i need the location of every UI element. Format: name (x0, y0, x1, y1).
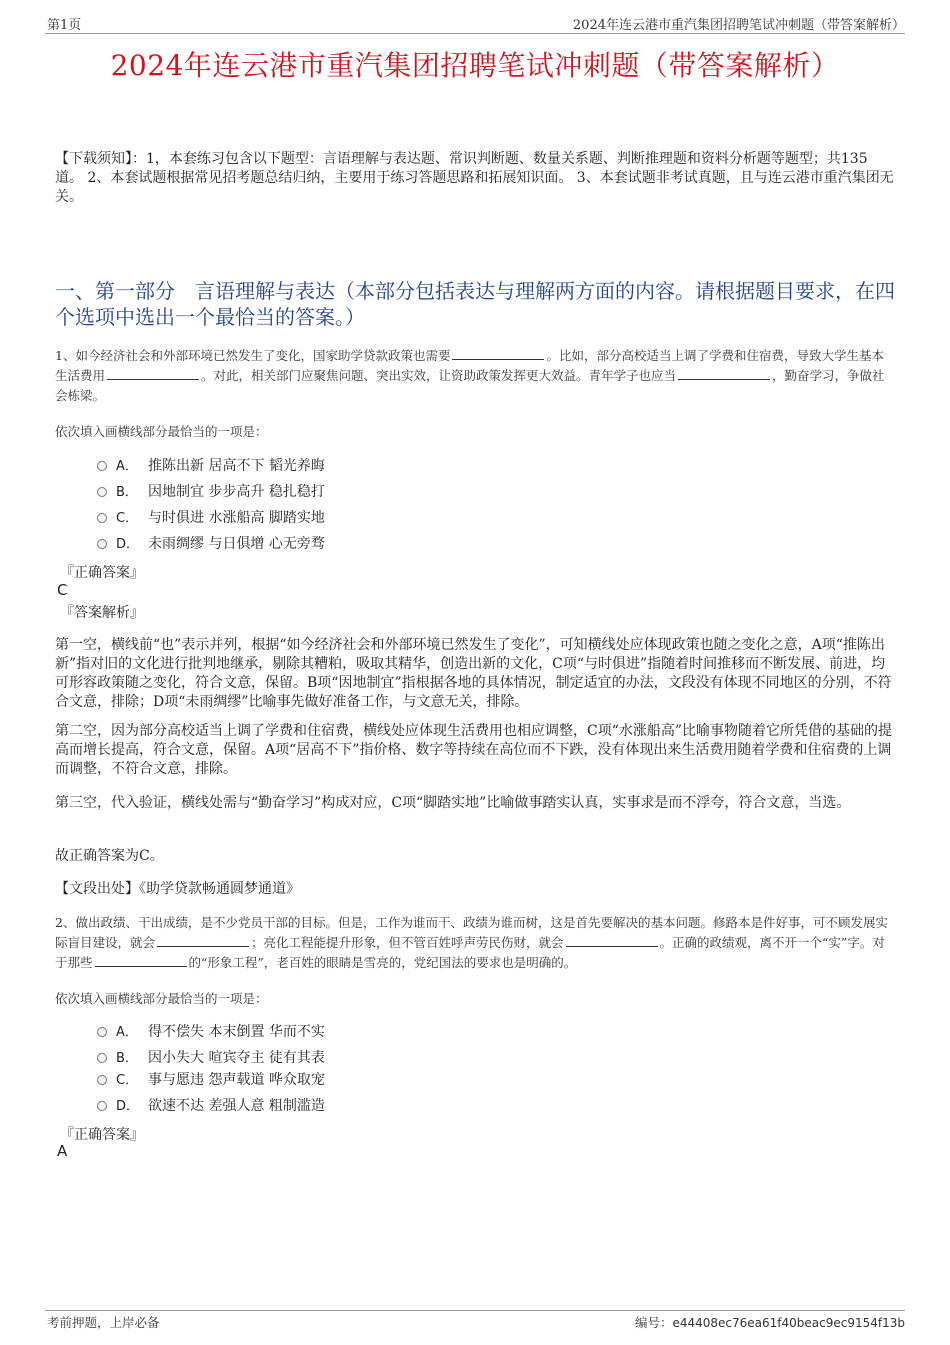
header-divider (45, 33, 905, 34)
q1-source: 【文段出处】《助学贷款畅通圆梦通道》 (55, 881, 300, 897)
q1-text-4: ，勤奋学习，争做社会栋梁。 (55, 368, 885, 403)
answer-blank (566, 934, 658, 947)
q1-text-3: 。对此，相关部门应聚焦问题、突出实效，让资助政策发挥更大效益。青年学子也应当 (201, 368, 677, 383)
footer-code-label: 编号： (634, 1315, 673, 1330)
radio-icon[interactable] (97, 1075, 107, 1085)
answer-blank (157, 934, 249, 947)
q2-text-3: 。正确的政绩观，离不开一个“实”字。对于那些 (55, 935, 885, 970)
answer-blank (452, 347, 544, 360)
radio-icon[interactable] (97, 513, 107, 523)
q1-analysis-3: 第三空，代入验证，横线处需与“勤奋学习”构成对应，C项“脚踏实地”比喻做事踏实认真，实事求是而不浮夸，符合文意，当选。 (55, 795, 851, 811)
q1-analysis-4: 故正确答案为C。 (55, 848, 164, 864)
q2-text-4: 的“形象工程”，老百姓的眼睛是雪亮的，党纪国法的要求也是明确的。 (188, 955, 577, 970)
running-header-title: 2024年连云港市重汽集团招聘笔试冲刺题（带答案解析） (572, 18, 905, 33)
page-number: 第1页 (47, 18, 82, 33)
download-notice: 【下载须知】：1，本套练习包含以下题型：言语理解与表达题、常识判断题、数量关系题、判断推理题和资料分析题等题型；共135道。 2、本套试题根据常见招考题总结归纳，主要用于练习答题思路和拓展知识面。 3、本套试题非考试真题，且与连云港市重汽集团无关。 (55, 151, 894, 205)
q1-answer-label: 『正确答案』 (60, 565, 144, 581)
q1-text-1: 1、如今经济社会和外部环境已然发生了变化，国家助学贷款政策也需要 (55, 348, 451, 363)
q2-text-1: 2、做出政绩、干出成绩，是不少党员干部的目标。但是，工作为谁而干、政绩为谁而树，这是首先要解决的基本问题。修路本是件好事，可不顾发展实际盲目建设，就会 (55, 915, 888, 950)
q1-answer: C (57, 581, 68, 599)
q1-text-2: 。比如，部分高校适当上调了学费和住宿费，导致大学生基本生活费用 (55, 348, 884, 383)
document-title: 2024年连云港市重汽集团招聘笔试冲刺题（带答案解析） (110, 49, 840, 82)
q1-analysis-label: 『答案解析』 (60, 605, 144, 621)
q1-analysis-1: 第一空，横线前“也”表示并列，根据“如今经济社会和外部环境已然发生了变化”，可知横线处应体现政策也随之变化之意，A项“推陈出新”指对旧的文化进行批判地继承，剔除其糟粕，吸取其精华，创造出新的文化，C项“与时俱进”指随着时间推移而不断发展、前进，均可形容政策随之变化，符合文意，保留。B项“因地制宜”指根据各地的具体情况，制定适宜的办法，文段没有体现不同地区的分别，不符合文意，排除；D项“未雨绸缪”比喻事先做好准备工作，与文意无关，排除。 (55, 637, 892, 710)
footer-divider (45, 1310, 905, 1311)
q1-option-c[interactable]: C． 与时俱进 水涨船高 脚踏实地 (97, 508, 325, 528)
question-1-stem (55, 346, 895, 406)
answer-blank (95, 954, 187, 967)
radio-icon[interactable] (97, 1101, 107, 1111)
q1-option-a[interactable]: A． 推陈出新 居高不下 韬光养晦 (97, 456, 325, 476)
q2-option-b[interactable]: B． 因小失大 喧宾夺主 徒有其表 (97, 1048, 325, 1068)
q1-analysis-2: 第二空，因为部分高校适当上调了学费和住宿费，横线处应体现生活费用也相应调整，C项“水涨船高”比喻事物随着它所凭借的基础的提高而增长提高，符合文意，保留。A项“居高不下”指价格、数字等持续在高位而不下跌，没有体现出来生活费用随着学费和住宿费的上调而调整，不符合文意，排除。 (55, 723, 893, 777)
question-2-stem (55, 913, 895, 973)
footer-code (635, 1313, 905, 1331)
q2-answer-label: 『正确答案』 (60, 1127, 144, 1143)
footer-slogan: 考前押题，上岸必备 (47, 1315, 160, 1330)
q1-option-d[interactable]: D． 未雨绸缪 与日俱增 心无旁骛 (97, 534, 325, 554)
answer-blank (678, 367, 770, 380)
question-1-prompt: 依次填入画横线部分最恰当的一项是： (55, 424, 268, 439)
radio-icon[interactable] (97, 461, 107, 471)
q2-text-2: ；亮化工程能提升形象，但不管百姓呼声劳民伤财，就会 (251, 935, 564, 950)
radio-icon[interactable] (97, 1027, 107, 1037)
answer-blank (107, 367, 199, 380)
q2-option-c[interactable]: C． 事与愿违 怨声载道 哗众取宠 (97, 1070, 325, 1090)
radio-icon[interactable] (97, 487, 107, 497)
section-heading: 一、第一部分 言语理解与表达（本部分包括表达与理解两方面的内容。请根据题目要求，在四个选项中选出一个最恰当的答案。） (55, 279, 895, 329)
q2-option-a[interactable]: A． 得不偿失 本末倒置 华而不实 (97, 1022, 325, 1042)
radio-icon[interactable] (97, 539, 107, 549)
q1-option-b[interactable]: B． 因地制宜 步步高升 稳扎稳打 (97, 482, 325, 502)
q2-answer: A (57, 1142, 68, 1160)
footer-code-value: e44408ec76ea61f40beac9ec9154f13b (672, 1316, 905, 1330)
radio-icon[interactable] (97, 1053, 107, 1063)
question-2-prompt: 依次填入画横线部分最恰当的一项是： (55, 991, 268, 1006)
q2-option-d[interactable]: D． 欲速不达 差强人意 粗制滥造 (97, 1096, 325, 1116)
